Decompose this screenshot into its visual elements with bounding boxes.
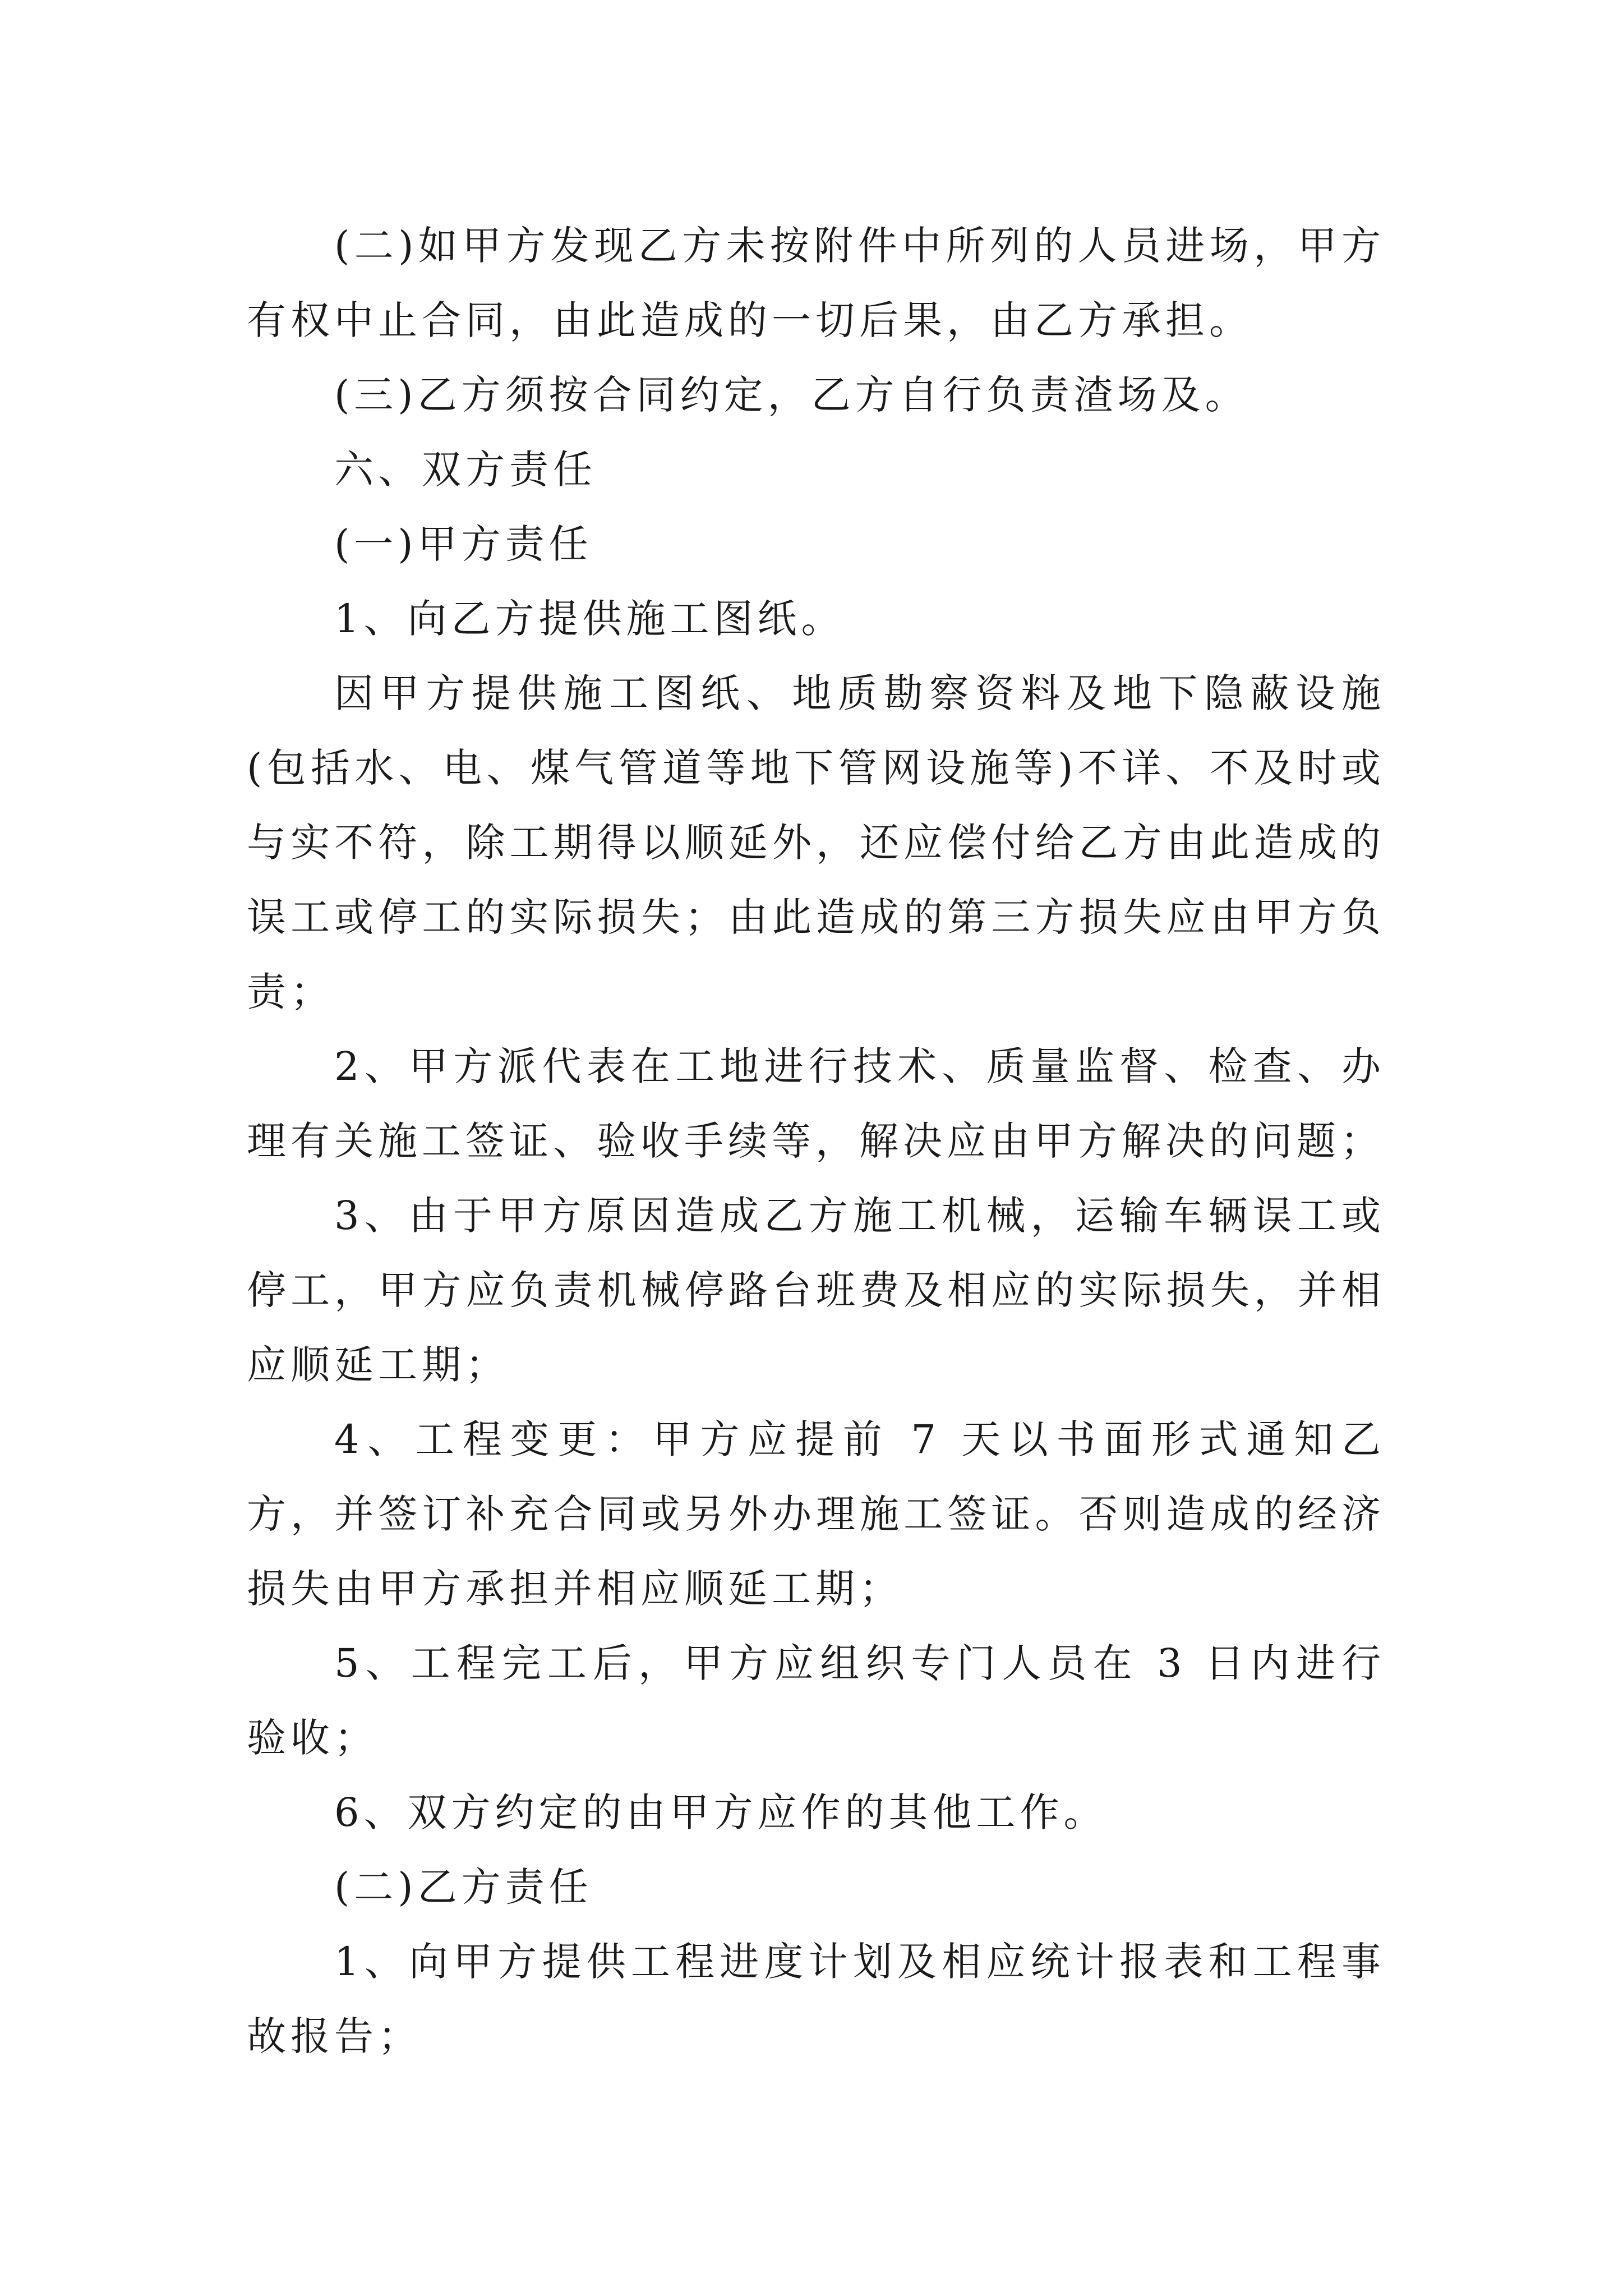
subheading-party-b: (二)乙方责任 bbox=[334, 1864, 593, 1910]
section-heading-responsibilities: 六、双方责任 bbox=[334, 447, 597, 493]
paragraph-clause-3-spoil-site: (三)乙方须按合同约定，乙方自行负责渣场及。 bbox=[334, 372, 1249, 418]
paragraph-a-item-3: 3、由于甲方原因造成乙方施工机械，运输车辆误工或停工，甲方应负责机械停路台班费及相应的实际损失，并相应顺延工期； bbox=[247, 1193, 1385, 1388]
paragraph-a-item-4: 4、工程变更：甲方应提前 7 天以书面形式通知乙方，并签订补充合同或另外办理施工签证。否则造成的经济损失由甲方承担并相应顺延工期； bbox=[247, 1416, 1385, 1612]
paragraph-a-item-5: 5、工程完工后，甲方应组织专门人员在 3 日内进行验收； bbox=[247, 1640, 1385, 1761]
document-body bbox=[247, 209, 1385, 2074]
paragraph-a-item-1-detail: 因甲方提供施工图纸、地质勘察资料及地下隐蔽设施(包括水、电、煤气管道等地下管网设施等)不详、不及时或与实不符，除工期得以顺延外，还应偿付给乙方由此造成的误工或停工的实际损失；由此造成的第三方损失应由甲方负责； bbox=[247, 670, 1385, 1015]
paragraph-b-item-1: 1、向甲方提供工程进度计划及相应统计报表和工程事故报告； bbox=[247, 1939, 1385, 2059]
paragraph-a-item-6: 6、双方约定的由甲方应作的其他工作。 bbox=[334, 1789, 1108, 1835]
paragraph-clause-2-personnel: (二)如甲方发现乙方未按附件中所列的人员进场，甲方有权中止合同，由此造成的一切后果，由乙方承担。 bbox=[247, 223, 1385, 343]
subheading-party-a: (一)甲方责任 bbox=[334, 521, 593, 567]
paragraph-a-item-1: 1、向乙方提供施工图纸。 bbox=[334, 596, 845, 642]
paragraph-a-item-2: 2、甲方派代表在工地进行技术、质量监督、检查、办理有关施工签证、验收手续等，解决应由甲方解决的问题； bbox=[247, 1043, 1385, 1164]
